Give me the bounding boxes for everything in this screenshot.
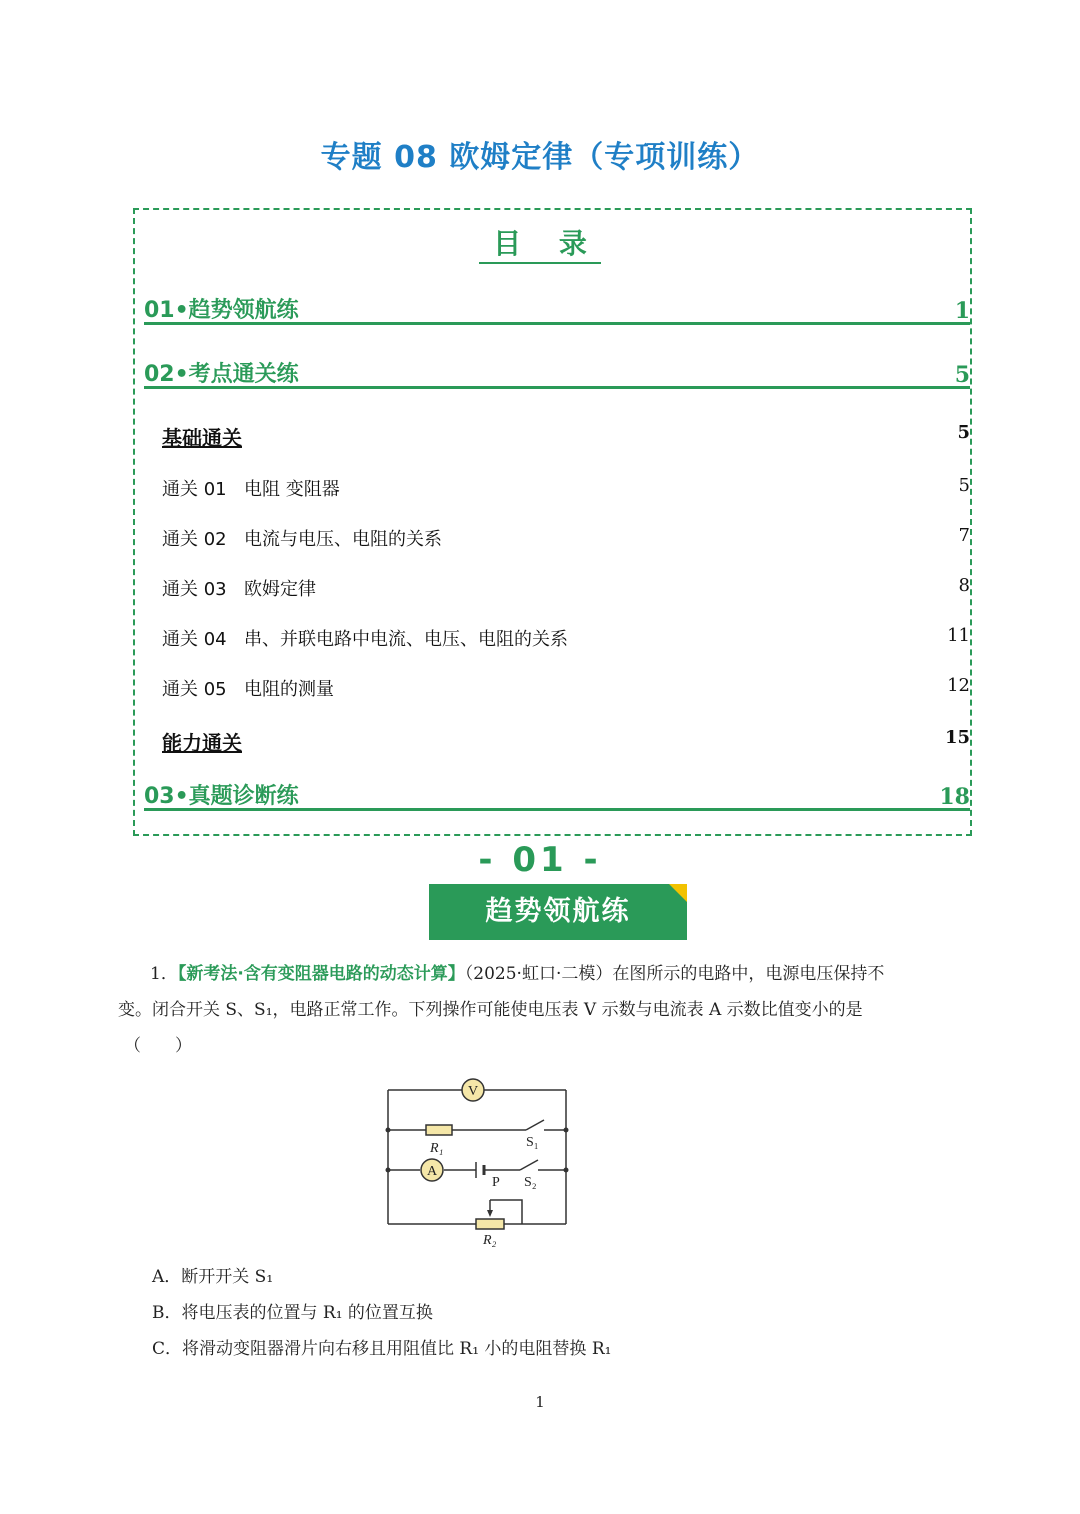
toc-section-01[interactable]	[144, 288, 970, 325]
toc-section-page: 18	[939, 784, 970, 810]
r2-label: R₂	[483, 1233, 497, 1248]
r1-label: R₁	[430, 1141, 444, 1156]
toc-group-advanced[interactable]	[162, 725, 970, 755]
ammeter-label: A	[427, 1164, 438, 1179]
toc-item-label: 电阻的测量	[244, 679, 334, 700]
toc-group-page: 15	[944, 727, 970, 748]
toc-item-code: 通关 05	[162, 679, 227, 700]
toc-item[interactable]	[162, 673, 970, 703]
toc-section-02[interactable]	[144, 352, 970, 389]
question-stem-start: 在图所示的电路中，电源电压保持不	[612, 964, 885, 984]
option-c[interactable]: C．将滑动变阻器滑片向右移且用阻值比 R₁ 小的电阻替换 R₁	[152, 1339, 612, 1359]
toc-heading	[0, 222, 1080, 262]
circuit-diagram	[370, 1072, 590, 1252]
answer-parentheses: （ ）	[124, 1036, 192, 1056]
option-a[interactable]: A．断开开关 S₁	[152, 1267, 274, 1287]
toc-item-label: 欧姆定律	[244, 579, 316, 600]
toc-heading-text: 目 录	[479, 227, 601, 264]
toc-group-label: 基础通关	[162, 426, 242, 450]
section-banner: 趋势领航练	[429, 884, 687, 940]
toc-group-basic[interactable]	[162, 420, 970, 450]
toc-item-label: 串、并联电路中电流、电压、电阻的关系	[244, 629, 568, 650]
toc-section-label: 02•考点通关练	[144, 362, 299, 387]
toc-section-label: 01•趋势领航练	[144, 298, 299, 323]
document-title: 专题 08 欧姆定律（专项训练）	[320, 140, 760, 175]
toc-item-code: 通关 01	[162, 479, 227, 500]
toc-item[interactable]	[162, 523, 970, 553]
question-stem-line1	[118, 956, 964, 992]
toc-item[interactable]	[162, 623, 970, 653]
s1-label: S₁	[526, 1135, 539, 1150]
toc-section-label: 03•真题诊断练	[144, 784, 299, 809]
rheostat-r2	[476, 1219, 504, 1229]
option-b[interactable]: B．将电压表的位置与 R₁ 的位置互换	[152, 1303, 433, 1323]
toc-section-03[interactable]	[144, 774, 970, 811]
toc-group-label: 能力通关	[162, 731, 242, 755]
toc-item-page: 5	[958, 475, 970, 496]
toc-item[interactable]	[162, 473, 970, 503]
toc-item[interactable]	[162, 573, 970, 603]
toc-item-page: 8	[958, 575, 970, 596]
question-source: （2025·虹口·二模）	[464, 964, 613, 984]
toc-item-page: 7	[958, 525, 970, 546]
banner-corner-decoration	[669, 884, 687, 902]
toc-group-page: 5	[957, 422, 970, 443]
page-number: 1	[535, 1393, 545, 1411]
toc-section-page: 5	[954, 362, 970, 388]
toc-item-code: 通关 02	[162, 529, 227, 550]
section-number: - 01 -	[478, 840, 602, 880]
toc-item-page: 12	[947, 675, 970, 696]
toc-item-label: 电阻 变阻器	[244, 479, 340, 500]
p-label: P	[492, 1175, 500, 1190]
toc-item-page: 11	[947, 625, 970, 646]
s2-label: S₂	[524, 1175, 537, 1190]
toc-item-label: 电流与电压、电阻的关系	[244, 529, 442, 550]
voltmeter-label: V	[468, 1084, 479, 1099]
resistor-r1	[426, 1125, 452, 1135]
question-stem-line2: 变。闭合开关 S、S₁，电路正常工作。下列操作可能使电压表 V 示数与电流表 A 示数比值变小的是	[118, 1000, 863, 1020]
question-tag: 【新考法·含有变阻器电路的动态计算】	[177, 964, 465, 984]
toc-item-code: 通关 04	[162, 629, 227, 650]
toc-item-code: 通关 03	[162, 579, 227, 600]
toc-section-page: 1	[954, 298, 970, 324]
question-number: 1．	[150, 964, 178, 984]
